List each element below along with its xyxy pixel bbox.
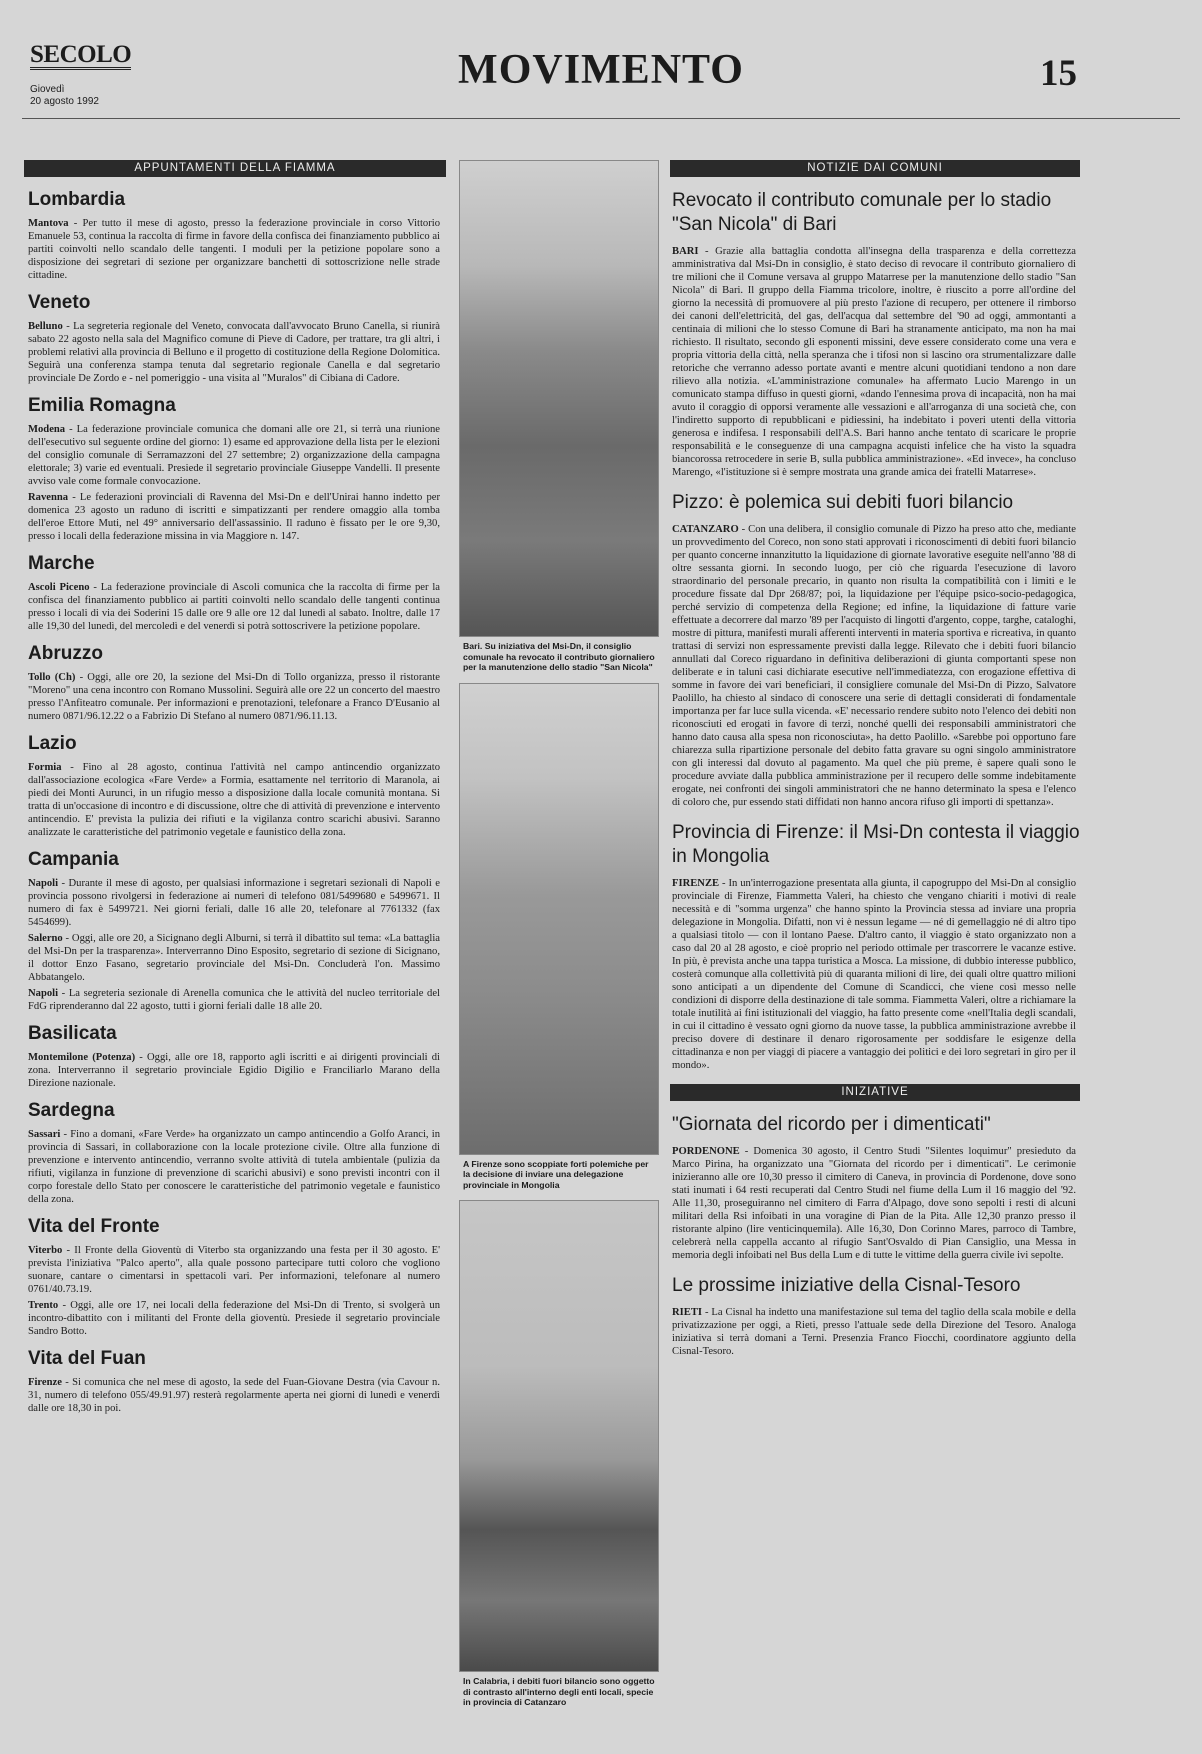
section-title: MOVIMENTO [458,47,744,93]
article-dateline: BARI [672,246,699,257]
appointment-place: Napoli [28,878,59,889]
article-title: "Giornata del ricordo per i dimenticati" [672,1114,991,1135]
region-heading: Vita del Fuan [28,1348,146,1369]
region-heading: Abruzzo [28,643,103,664]
appointment-place: Napoli [28,988,59,999]
appointment-place: Modena [28,424,66,435]
appointment-place: Firenze [28,1377,62,1388]
article-text: - La Cisnal ha indetto una manifestazione sul tema del taglio della scala mobile e della privatizzazione per oggi, a Rieti, presso l'attuale sede della Direzione del Tesoro. Analoga iniziativa si terrà domani a Terni. Presenzia Franco Fiocchi, coordinatore aggiunto della Cisnal-Tesoro. [672,1307,1076,1357]
article-text: - In un'interrogazione presentata alla giunta, il capogruppo del Msi-Dn al consiglio provinciale di Firenze, Fiammetta Valeri, ha chiesto che vengano chiariti i motivi di reale necessità e di "somma urgenza" che hanno spinto la Provincia stessa ad inviare una propria delegazione in Mongolia. Difatti, non vi è nessun legame — né di gemellaggio né di altro tipo a qualsiasi titolo — con il lontano Paese. D'altro canto, il viaggio è stato organizzato non a caso dal 20 al 28 agosto, e cioè proprio nel periodo ottimale per trascorrere le vacanze estive. In più, è prevista anche una tappa turistica a Mosca. La missione, di dubbio interesse pubblico, costerà comunque alla collettività più di quaranta milioni di lire, dei quali oltre quattro milioni sono anticipati a un dipendente del Comune di Scandicci, che viene così messo nelle condizioni di disporre della destinazione di tale somma. Fiammetta Valeri, oltre a richiamare la totale inutilità ai fini istituzionali del viaggio, ha fatto presente come «nell'Italia degli scandali, in cui il cittadino è vessato ogni giorno da nuove tasse, la pubblica amministrazione avrebbe il preciso dovere di destinare il denaro rigorosamente per soddisfare le esigenze della cittadinanza e non per viaggi di piacere a vantaggio dei politici e dei loro segretari in giro per il mondo». [672,878,1076,1071]
issue-weekday: Giovedì [30,84,65,95]
appointment-text: - La segreteria sezionale di Arenella comunica che le attività del nucleo territoriale del FdG riprenderanno dal 22 agosto, tutti i giorni feriali dalle 18 alle 20. [28,988,440,1012]
initiatives-banner: INIZIATIVE [670,1084,1080,1101]
photo-caption: In Calabria, i debiti fuori bilancio sono oggetto di contrasto all'interno degli enti locali, specie in provincia di Catanzaro [463,1676,655,1707]
appointment-item [28,877,440,929]
appointment-text: - Oggi, alle ore 20, la sezione del Msi-Dn di Tollo organizza, presso il ristorante "Moreno" una cena incontro con Romano Mussolini. Seguirà alle ore 22 un concerto del maestro presso l'Anfiteatro comunale. Per informazioni e prenotazioni, telefonare a Franco D'Eusanio al numero 0871/96.12.22 o a Fabrizio Di Stefano al numero 0871/96.11.13. [28,672,440,722]
bari-photo [459,160,659,637]
appointment-item [28,1376,440,1415]
article-body [672,877,1076,1072]
appointment-text: - Fino al 28 agosto, continua l'attività nel campo antincendio organizzato dall'associazione ecologica «Fare Verde» a Formia, esattamente nel territorio di Maranola, ai piedi dei Monti Aurunci, in un rifugio messo a disposizione dalla locale comunità montana. Si tratta di un'occasione di incontro e di discussione, oltre che di attività di prevenzione e intervento antincendio. E' prevista la pulizia dei rifiuti e la vigilanza contro scarichi abusivi. Saranno analizzate le caratteristiche del patrimonio vegetale e faunistico della zona. [28,762,440,838]
region-heading: Lazio [28,733,77,754]
photo-column [459,160,659,1745]
appointment-item [28,932,440,984]
region-heading: Sardegna [28,1100,115,1121]
appointment-text: - La federazione provinciale comunica che domani alle ore 21, si terrà una riunione dell'esecutivo sul seguente ordine del giorno: 1) esame ed approvazione della lista per le elezioni del consiglio comunale di Serramazzoni del 27 settembre; 2) organizzazione della campagna elettorale; 3) varie ed eventuali. Presiede il segretario provinciale Giuseppe Vandelli. Il presente avviso vale come formale convocazione. [28,424,440,487]
appointment-item [28,761,440,839]
appointment-item [28,1128,440,1206]
article-dateline: RIETI [672,1307,703,1318]
appointments-column [24,160,446,1745]
article-text: - Grazie alla battaglia condotta all'insegna della trasparenza e della correttezza amministrativa dal Msi-Dn in consiglio, è stato deciso di revocare il contributo giornaliero di tre milioni che il Comune versava al gruppo Matarrese per la manutenzione dello stadio "San Nicola" di Bari. Il gruppo della Fiamma tricolore, inoltre, è riuscito a porre all'ordine del giorno la necessità di promuovere al più presto l'azione di recupero, per ottenere il rimborso dei canoni dell'elettricità, del gas, dell'acqua dal settembre del '90 ad oggi, ammontanti a centinaia di milioni che lo stesso Comune di Bari ha stranamente anticipato, ma non ha mai richiesto. Il risultato, secondo gli esponenti missini, deve essere considerato come una vera e propria vittoria della città, nella speranza che i tifosi non si lascino ora strumentalizzare dalle retoriche che verranno adesso portate avanti e mentre alcuni quotidiani tendono a non dare rilievo alla notizia. «L'amministrazione comunale» ha affermato Lucio Marengo in un comunicato stampa diffuso in questi giorni, «dando l'ennesima prova di incapacità, non ha mai avuto il coraggio di opporsi veramente alle vessazioni e all'arroganza di una società che, con l'indiretto supporto di repubblicani e pidiessini, ha indebitato i poveri utenti della vittoria generosa e indifesa. I responsabili dell'A.S. Bari hanno anche tentato di scaricare le proprie responsabilità e le conseguenze di una campagna acquisti infelice che ha visto la squadra biancorossa retrocedere in serie B, sulla pubblica amministrazione». «Ed invece», ha concluso Marengo, «l'istituzione si è sempre mostrata una grande amica dei fratelli Matarrese». [672,246,1076,478]
article-body [672,245,1076,479]
masthead-rule [22,118,1180,119]
article-dateline: PORDENONE [672,1146,740,1157]
region-heading: Campania [28,849,119,870]
appointment-item [28,423,440,488]
article-dateline: CATANZARO [672,524,739,535]
appointment-item [28,1051,440,1090]
calabria-lake-photo [459,1200,659,1672]
appointment-item [28,1299,440,1338]
newspaper-logo: SECOLO [30,41,132,68]
page-number: 15 [1040,53,1077,94]
region-heading: Veneto [28,292,91,313]
appointment-place: Formia [28,762,62,773]
news-column [670,160,1080,1745]
appointment-text: - Per tutto il mese di agosto, presso la federazione provinciale in corso Vittorio Emanuele 53, continua la raccolta di firme in favore della confisca dei finanziamento pubblico ai partiti coinvolti nello scandalo delle tangenti. I moduli per la petizione popolare sono a disposizione dei segretari di sezione per organizzare banchetti di sottoscrizione nelle strade cittadine. [28,218,440,281]
region-heading: Marche [28,553,95,574]
article-body [672,1145,1076,1262]
region-heading: Basilicata [28,1023,117,1044]
appointment-item [28,671,440,723]
appointment-text: - La federazione provinciale di Ascoli comunica che la raccolta di firme per la confisca del finanziamento pubblico ai partiti coinvolti nello scandalo delle tangenti continua presso i locali di via dei Soderini 15 dalle ore 9 alle ore 12 dal lunedì al sabato. Inoltre, dalle 17 alle 19,30 del lunedì, del mercoledì e del venerdì si potrà sottoscrivere la petizione popolare. [28,582,440,632]
article-text: - Domenica 30 agosto, il Centro Studi "Silentes loquimur" presieduto da Marco Pirina, ha organizzato una "Giornata del ricordo per i dimenticati". Le cerimonie inizieranno alle ore 10,30 presso il cimitero di Caneva, in provincia di Pordenone, dove sono stati inumati i 64 resti recuperati dal Centro Studi nel fiume della Lum il 16 maggio del '92. Alle 11,30, proseguiranno nel cimitero di Farra d'Alpago, dove sono sepolti i resti di alcuni militari della Rsi infoibati in una voragine di Pian de la Pita. Alle 12,30 pranzo presso il ristorante alpino (lire venticinquemila). Alle 16,30, Don Corinno Mares, parroco di Tambre, celebrerà nella cappella accanto al rifugio Sant'Osvaldo di Pian Cansiglio, una Messa in memoria degli infoibati nel Bus della Lum e di tutte le vittime della guerra civile ivi sepolte. [672,1146,1076,1261]
florence-tower-photo [459,683,659,1155]
appointment-place: Salerno [28,933,63,944]
photo-caption: Bari. Su iniziativa del Msi-Dn, il consiglio comunale ha revocato il contributo giornaliero per la manutenzione dello stadio "San Nicola" [463,641,655,672]
article-title: Revocato il contributo comunale per lo stadio "San Nicola" di Bari [672,190,1052,235]
appointment-text: - Oggi, alle ore 17, nei locali della federazione del Msi-Dn di Trento, si svolgerà un incontro-dibattito con i militanti del Fronte della gioventù. Presiede il segretario provinciale Sandro Botto. [28,1300,440,1337]
appointment-text: - Si comunica che nel mese di agosto, la sede del Fuan-Giovane Destra (via Cavour n. 31, numero di telefono 055/49.91.97) resterà regolarmente aperta nei giorni di lunedì e venerdì dalle ore 18,30 in poi. [28,1377,440,1414]
appointment-item [28,491,440,543]
appointment-text: - La segreteria regionale del Veneto, convocata dall'avvocato Bruno Canella, si riunirà sabato 22 agosto nella sala del Magnifico comune di Pieve di Cadore, per trattare, tra gli altri, i problemi relativi alla provincia di Belluno e il progetto di costituzione della Regione Dolomitica. Seguirà una conferenza stampa tenuta dal segretario regionale Canella e dal segretario provinciale De Zordo e - nel pomeriggio - una visita al "Muralos" di Cibiana di Cadore. [28,321,440,384]
region-heading: Vita del Fronte [28,1216,160,1237]
appointment-text: - Oggi, alle ore 20, a Sicignano degli Alburni, si terrà il dibattito sul tema: «La battaglia del Msi-Dn per la trasparenza». Interverranno Dino Esposito, segretario di sezione di Sicignano, il dottor Enzo Fasano, segretario provinciale del Msi-Dn. Concluderà l'on. Massimo Abbatangelo. [28,933,440,983]
article-title: Le prossime iniziative della Cisnal-Tesoro [672,1275,1021,1296]
appointment-item [28,987,440,1013]
appointment-text: - Oggi, alle ore 18, rapporto agli iscritti e ai dirigenti provinciali di zona. Interverranno il segretario provinciale Egidio Digilio e Franciliarlo Marano della Direzione nazionale. [28,1052,440,1089]
article-body [672,1306,1076,1358]
appointment-text: - Il Fronte della Gioventù di Viterbo sta organizzando una festa per il 30 agosto. E' prevista l'iniziativa "Palco aperto", alla quale possono partecipare tutti coloro che vogliono suonare, cantare o cimentarsi in spettacoli vari. Per informazioni, telefonare al numero 0761/40.73.19. [28,1245,440,1295]
news-banner: NOTIZIE DAI COMUNI [670,160,1080,177]
appointment-item [28,217,440,282]
appointment-item [28,581,440,633]
appointment-place: Mantova [28,218,69,229]
photo-caption: A Firenze sono scoppiate forti polemiche per la decisione di inviare una delegazione provinciale in Mongolia [463,1158,649,1190]
appointment-place: Trento [28,1300,59,1311]
region-heading: Emilia Romagna [28,395,176,416]
appointment-place: Belluno [28,321,63,332]
article-dateline: FIRENZE [672,878,720,889]
issue-date-text: 20 agosto 1992 [30,96,99,107]
appointment-place: Tollo (Ch) [28,672,76,683]
regions-list [24,189,446,1415]
appointment-place: Ascoli Piceno [28,582,90,593]
article-title: Pizzo: è polemica sui debiti fuori bilancio [672,492,1014,513]
article-text: - Con una delibera, il consiglio comunale di Pizzo ha preso atto che, mediante un provvedimento del Coreco, non sono stati approvati i riconoscimenti di debiti fuori bilancio per quanto concerne innanzitutto la liquidazione di giornate lavorative eseguite nell'anno '88 di oltre sessanta giorni. In secondo luogo, per ciò che riguarda l'esecuzione di lavoro straordinario del personale precario, in quanto non risulta la compatibilità con i limiti e le procedure fissate dal Dpr 268/87; poi, la liquidazione per l'équipe psico-socio-pedagogica, perché servizio di competenza della Regione; ed infine, la liquidazione di fatture varie effettuate a decorrere dal marzo '89 per l'acquisto di lingotti d'argento, coppe, targhe, cataloghi, mostre di pittura, manifesti murali afferenti interventi in materia sportiva e ricreativa, in quanto trattasi di servizi non espressamente previsti dalla legge. Rilevato che i debiti fuori bilancio annullati dal Coreco riguardano in definitiva deliberazioni di giunta comportanti spese non deliberate e in taluni casi dichiarate esecutive nell'immediatezza, con erogazione effettiva di somme in favore dei vari beneficiari, il consigliere comunale del Msi-Dn di Pizzo, Salvatore Paolillo, ha chiesto al sindaco di conoscere una serie di dettagli considerati di fondamentale importanza per far luce sulla vicenda. «E' necessario rendere subito noto l'elenco dei debiti non riconosciuti ed erogati in favore di terzi, nonché quelli dei responsabili amministratori che hanno dato causa alla spesa non riconosciuta», ha detto Paolillo. «Sarebbe poi opportuno fare chiarezza sulla ripartizione personale del debito fatta gravare su ogni singolo amministratore con gli interessi dal dovuto al pagamento. Ma quel che più preme, è sapere quali sono le procedure avviate dalla pubblica amministrazione per il recupero delle somme indebitamente erogate, nei confronti dei singoli amministratori che ne hanno determinato la spesa e l'elenco di coloro che, pur essendo stati diffidati non hanno ancora rifuso gli importi di spettanza». [672,524,1076,808]
appointment-place: Sassari [28,1129,61,1140]
appointment-text: - Durante il mese di agosto, per qualsiasi informazione i segretari sezionali di Napoli e provincia possono rivolgersi in federazione ai numeri di telefono 081/5499680 e 5499671. Il numero di fax è 5499721. Nei giorni feriali, dalle 16 alle 20, telefonare al 7761332 (fax 5454699). [28,878,440,928]
appointment-item [28,320,440,385]
region-heading: Lombardia [28,189,126,210]
appointment-place: Ravenna [28,492,69,503]
appointment-item [28,1244,440,1296]
appointment-text: - Le federazioni provinciali di Ravenna del Msi-Dn e dell'Unirai hanno indetto per domenica 23 agosto un raduno di iscritti e simpatizzanti per rendere omaggio alla tomba dell'eroe Ettore Muti, nel 49° anniversario dell'assassinio. Il raduno è fissato per le ore 9,30, presso i locali della federazione missina in via Maggiore n. 147. [28,492,440,542]
article-title: Provincia di Firenze: il Msi-Dn contesta il viaggio in Mongolia [672,822,1080,867]
appointments-banner: APPUNTAMENTI DELLA FIAMMA [24,160,446,177]
article-body [672,523,1076,809]
appointment-text: - Fino a domani, «Fare Verde» ha organizzato un campo antincendio a Golfo Aranci, in provincia di Sassari, in collaborazione con la locale protezione civile. Oltre alla funzione di prevenzione e intervento antincendio, verranno svolte attività di tutela ambientale (pulizia da rifiuti, vigilanza in funzione di prevenzione di scarichi abusivi) e sono previsti incontri con il corpo forestale dello Stato per conoscere le caratteristiche del patrimonio vegetale e faunistico della zona. [28,1129,440,1205]
appointment-place: Viterbo [28,1245,63,1256]
appointment-place: Montemilone (Potenza) [28,1052,136,1063]
